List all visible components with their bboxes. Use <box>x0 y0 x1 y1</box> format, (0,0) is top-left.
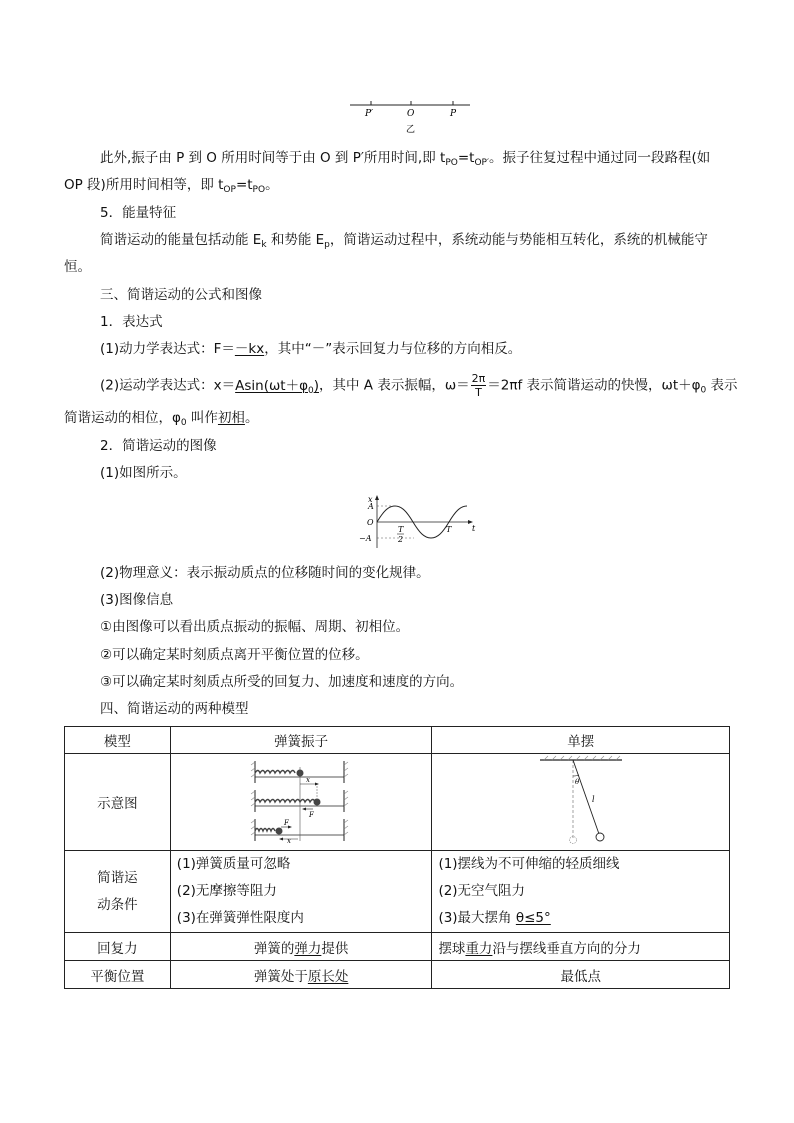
table-row <box>65 851 730 933</box>
axis-label-p-prime: P′ <box>365 109 374 119</box>
svg-text:x: x <box>368 495 373 504</box>
svg-text:F: F <box>284 819 289 827</box>
row-restoring-label: 回复力 <box>65 933 171 961</box>
para-time-1: 此外,振子由 P 到 O 所用时间等于由 O 到 P′所用时间,即 $t_{PO}=t_{OP'}$。振子往复过程中通过同一段路程(如 <box>100 150 711 168</box>
heading-energy: 5．能量特征 <box>100 205 177 221</box>
spring-diagram-cell <box>170 754 432 851</box>
omega-fraction: $\frac{2\pi}{T}$ <box>471 372 486 399</box>
svg-text:θ: θ <box>574 778 579 786</box>
svg-text:x: x <box>287 837 292 843</box>
svg-text:l: l <box>591 795 595 804</box>
info-item-2: ②可以确定某时刻质点离开平衡位置的位移。 <box>100 647 369 663</box>
svg-text:F: F <box>309 811 314 819</box>
para-time-2: OP 段)所用时间相等，即 $t_{OP}=t_{PO}$。 <box>64 177 279 195</box>
heading-section-4: 四、简谐运动的两种模型 <box>100 701 249 717</box>
para-graph-intro: (1)如图所示。 <box>100 465 187 481</box>
row-equilibrium-label: 平衡位置 <box>65 961 171 989</box>
table-row <box>65 754 730 851</box>
para-meaning: (2)物理意义：表示振动质点的位移随时间的变化规律。 <box>100 565 430 581</box>
para-phase: 简谐运动的相位，$\varphi_0$ 叫作初相。 <box>64 410 259 428</box>
pendulum-equilibrium: 最低点 <box>432 961 730 989</box>
heading-expression: 1．表达式 <box>100 314 163 330</box>
heading-section-3: 三、简谐运动的公式和图像 <box>100 287 262 303</box>
pendulum-diagram-cell <box>432 754 730 851</box>
models-table <box>64 726 730 989</box>
svg-text:2: 2 <box>398 535 404 544</box>
header-spring: 弹簧振子 <box>170 727 432 754</box>
spring-equilibrium: 弹簧处于原长处 <box>170 961 432 989</box>
svg-text:x: x <box>306 776 311 784</box>
axis-figure <box>345 96 475 138</box>
spring-conditions: (1)弹簧质量可忽略 (2)无摩擦等阻力 (3)在弹簧弹性限度内 <box>170 851 432 933</box>
axis-label-o: O <box>407 109 415 119</box>
svg-text:−A: −A <box>359 534 372 543</box>
svg-text:O: O <box>367 518 374 527</box>
header-model: 模型 <box>65 727 171 754</box>
spring-restoring-force: 弹簧的弹力提供 <box>170 933 432 961</box>
svg-text:T: T <box>398 525 404 534</box>
pendulum-diagram <box>526 754 636 846</box>
figure-caption: 乙 <box>406 125 416 135</box>
header-pendulum: 单摆 <box>432 727 730 754</box>
svg-text:t: t <box>472 524 476 533</box>
axis-label-p: P <box>450 109 457 119</box>
heading-graph-info: (3)图像信息 <box>100 592 174 608</box>
pendulum-restoring-force: 摆球重力沿与摆线垂直方向的分力 <box>432 933 730 961</box>
table-row <box>65 961 730 989</box>
para-energy-2: 恒。 <box>64 259 91 275</box>
formula-dynamics: (1)动力学表达式：F＝－kx，其中“－”表示回复力与位移的方向相反。 <box>100 341 522 357</box>
info-item-3: ③可以确定某时刻质点所受的回复力、加速度和速度的方向。 <box>100 674 464 690</box>
formula-kinematics: (2)运动学表达式：$x=Asin(\omega t+\varphi_0)$，其中 A 表示振幅，ω＝ $\frac{2\pi}{T}$ ＝2πf 表示简谐运动的快慢，$\omega t+\varphi_0$ 表示 <box>100 372 738 399</box>
pendulum-conditions: (1)摆线为不可伸缩的轻质细线 (2)无空气阻力 (3)最大摆角 θ≤5° <box>432 851 730 933</box>
para-energy-1: 简谐运动的能量包括动能 $E_k$ 和势能 $E_p$，简谐运动过程中，系统动能与势能相互转化，系统的机械能守 <box>100 232 708 250</box>
info-item-1: ①由图像可以看出质点振动的振幅、周期、初相位。 <box>100 619 410 635</box>
table-row <box>65 727 730 754</box>
sine-graph <box>355 492 480 552</box>
spring-diagram <box>241 757 361 843</box>
svg-text:T: T <box>446 525 452 534</box>
row-diagram-label: 示意图 <box>65 754 171 851</box>
svg-text:A: A <box>368 502 374 511</box>
row-condition-label: 简谐运 动条件 <box>65 851 171 933</box>
heading-graph: 2．简谐运动的图像 <box>100 438 217 454</box>
table-row <box>65 933 730 961</box>
